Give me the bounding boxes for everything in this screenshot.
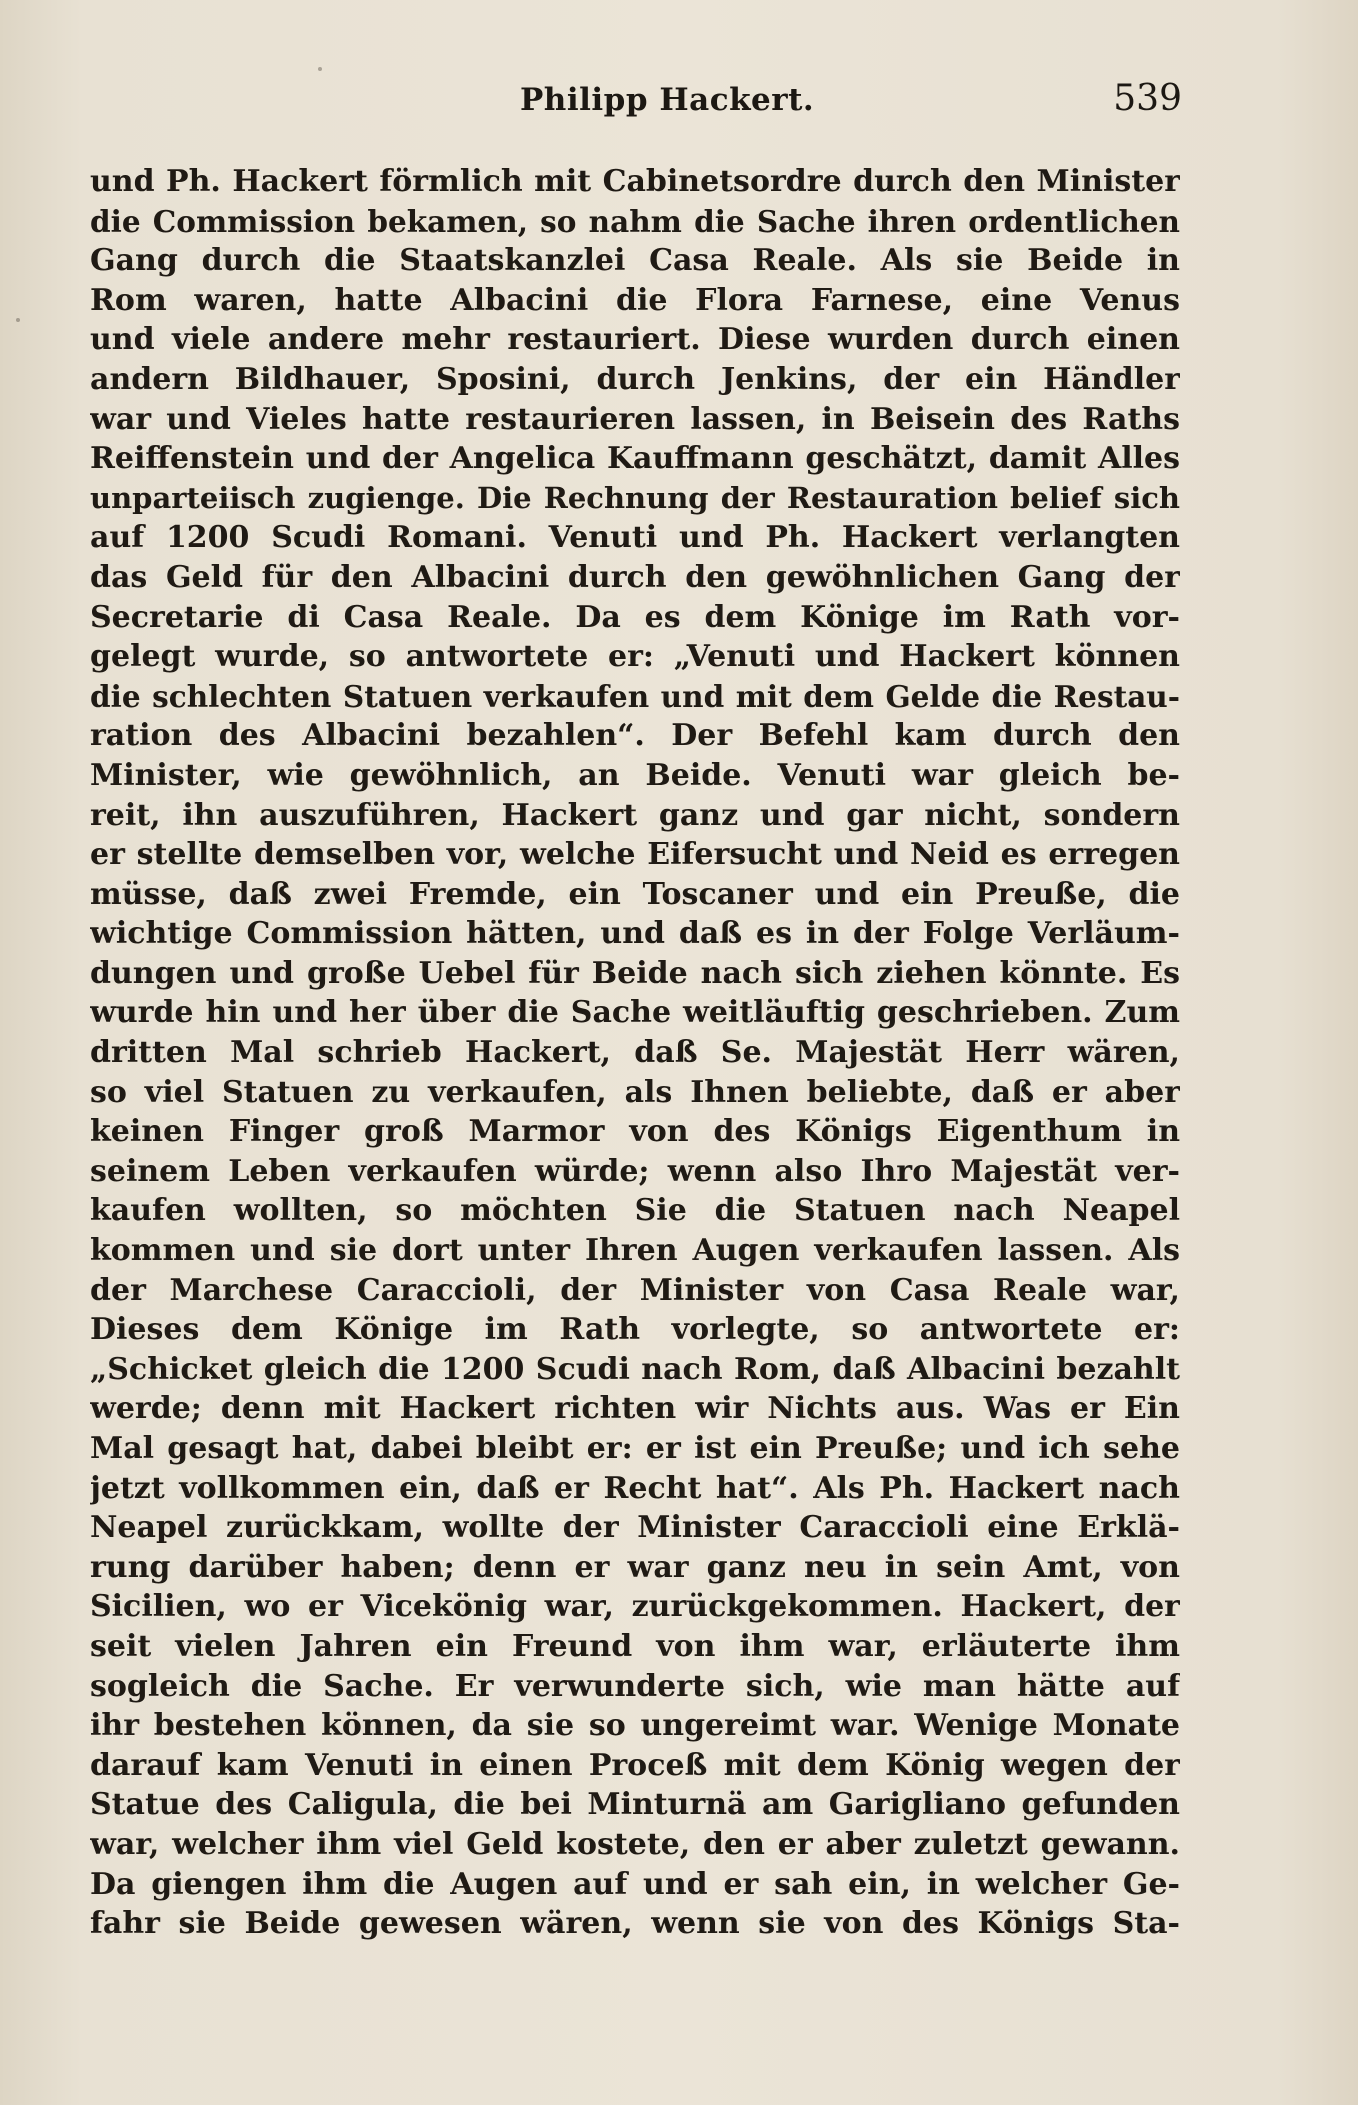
text-line: die Commission bekamen, so nahm die Sache ihren ordentlichen <box>90 203 1180 239</box>
text-line: Gang durch die Staatskanzlei Casa Reale. Als sie Beide in <box>90 243 1180 279</box>
text-line: Da giengen ihm die Augen auf und er sah ein, in welcher Ge- <box>90 1866 1180 1902</box>
text-line: sogleich die Sache. Er verwunderte sich, wie man hätte auf <box>90 1668 1180 1704</box>
text-line: dritten Mal schrieb Hackert, daß Se. Majestät Herr wären, <box>90 1035 1180 1071</box>
text-line: kommen und sie dort unter Ihren Augen verkaufen lassen. Als <box>90 1233 1180 1269</box>
text-line: reit, ihn auszuführen, Hackert ganz und gar nicht, sondern <box>90 797 1180 833</box>
text-line: ihr bestehen können, da sie so ungereimt war. Wenige Monate <box>90 1708 1180 1744</box>
text-line: werde; denn mit Hackert richten wir Nichts aus. Was er Ein <box>90 1391 1180 1427</box>
text-line: er stellte demselben vor, welche Eifersucht und Neid es erregen <box>90 837 1180 873</box>
text-line: Neapel zurückkam, wollte der Minister Caraccioli eine Erklä- <box>90 1510 1180 1546</box>
text-line: seinem Leben verkaufen würde; wenn also Ihro Majestät ver- <box>90 1153 1180 1189</box>
text-line: gelegt wurde, so antwortete er: „Venuti und Hackert können <box>90 639 1180 675</box>
text-line: Mal gesagt hat, dabei bleibt er: er ist ein Preuße; und ich sehe <box>90 1431 1180 1466</box>
text-line: Reiffenstein und der Angelica Kauffmann geschätzt, damit Alles <box>90 441 1180 477</box>
text-line: Rom waren, hatte Albacini die Flora Farnese, eine Venus <box>90 282 1180 318</box>
text-line: „Schicket gleich die 1200 Scudi nach Rom, daß Albacini bezahlt <box>90 1351 1180 1387</box>
text-line: war, welcher ihm viel Geld kostete, den er aber zuletzt gewann. <box>90 1826 1180 1862</box>
text-line: Secretarie di Casa Reale. Da es dem Könige im Rath vor- <box>90 599 1180 635</box>
text-line: keinen Finger groß Marmor von des Königs Eigenthum in <box>90 1114 1180 1150</box>
text-line: und viele andere mehr restauriert. Diese wurden durch einen <box>90 322 1180 358</box>
text-line: Minister, wie gewöhnlich, an Beide. Venuti war gleich be- <box>90 757 1180 793</box>
text-line: müsse, daß zwei Fremde, ein Toscaner und ein Preuße, die <box>90 876 1180 912</box>
text-line: rung darüber haben; denn er war ganz neu in sein Amt, von <box>90 1549 1180 1585</box>
text-line: und Ph. Hackert förmlich mit Cabinetsordre durch den Minister <box>90 164 1180 199</box>
body-text <box>90 162 1180 1944</box>
text-line: das Geld für den Albacini durch den gewöhnlichen Gang der <box>90 559 1180 595</box>
text-line: war und Vieles hatte restaurieren lassen, in Beisein des Raths <box>90 401 1180 437</box>
page-number: 539 <box>1113 78 1182 119</box>
text-line: so viel Statuen zu verkaufen, als Ihnen beliebte, daß er aber <box>90 1074 1180 1110</box>
text-line: wurde hin und her über die Sache weitläuftig geschrieben. Zum <box>90 995 1180 1031</box>
paper-speck <box>318 67 322 71</box>
text-line: fahr sie Beide gewesen wären, wenn sie von des Königs Sta- <box>90 1906 1180 1942</box>
text-line: Sicilien, wo er Vicekönig war, zurückgekommen. Hackert, der <box>90 1589 1180 1625</box>
text-line: jetzt vollkommen ein, daß er Recht hat“. Als Ph. Hackert nach <box>90 1470 1180 1506</box>
text-line: auf 1200 Scudi Romani. Venuti und Ph. Hackert verlangten <box>90 520 1180 556</box>
text-line: seit vielen Jahren ein Freund von ihm war, erläuterte ihm <box>90 1628 1180 1664</box>
text-line: kaufen wollten, so möchten Sie die Statuen nach Neapel <box>90 1193 1180 1229</box>
text-line: ration des Albacini bezahlen“. Der Befehl kam durch den <box>90 718 1180 754</box>
text-line: wichtige Commission hätten, und daß es in der Folge Verläum- <box>90 916 1180 952</box>
text-line: unparteiisch zugienge. Die Rechnung der Restauration belief sich <box>90 480 1180 515</box>
text-line: Statue des Caligula, die bei Minturnä am Garigliano gefunden <box>90 1787 1180 1823</box>
running-title: Philipp Hackert. <box>520 82 815 118</box>
text-line: darauf kam Venuti in einen Proceß mit dem König wegen der <box>90 1747 1180 1783</box>
text-line: die schlechten Statuen verkaufen und mit dem Gelde die Restau- <box>90 678 1180 714</box>
running-head <box>90 78 1182 132</box>
text-line: Dieses dem Könige im Rath vorlegte, so antwortete er: <box>90 1312 1180 1348</box>
text-line: dungen und große Uebel für Beide nach sich ziehen könnte. Es <box>90 955 1180 991</box>
text-line: andern Bildhauer, Sposini, durch Jenkins, der ein Händler <box>90 361 1180 397</box>
paper-speck <box>16 318 20 322</box>
text-line: der Marchese Caraccioli, der Minister von Casa Reale war, <box>90 1272 1180 1308</box>
